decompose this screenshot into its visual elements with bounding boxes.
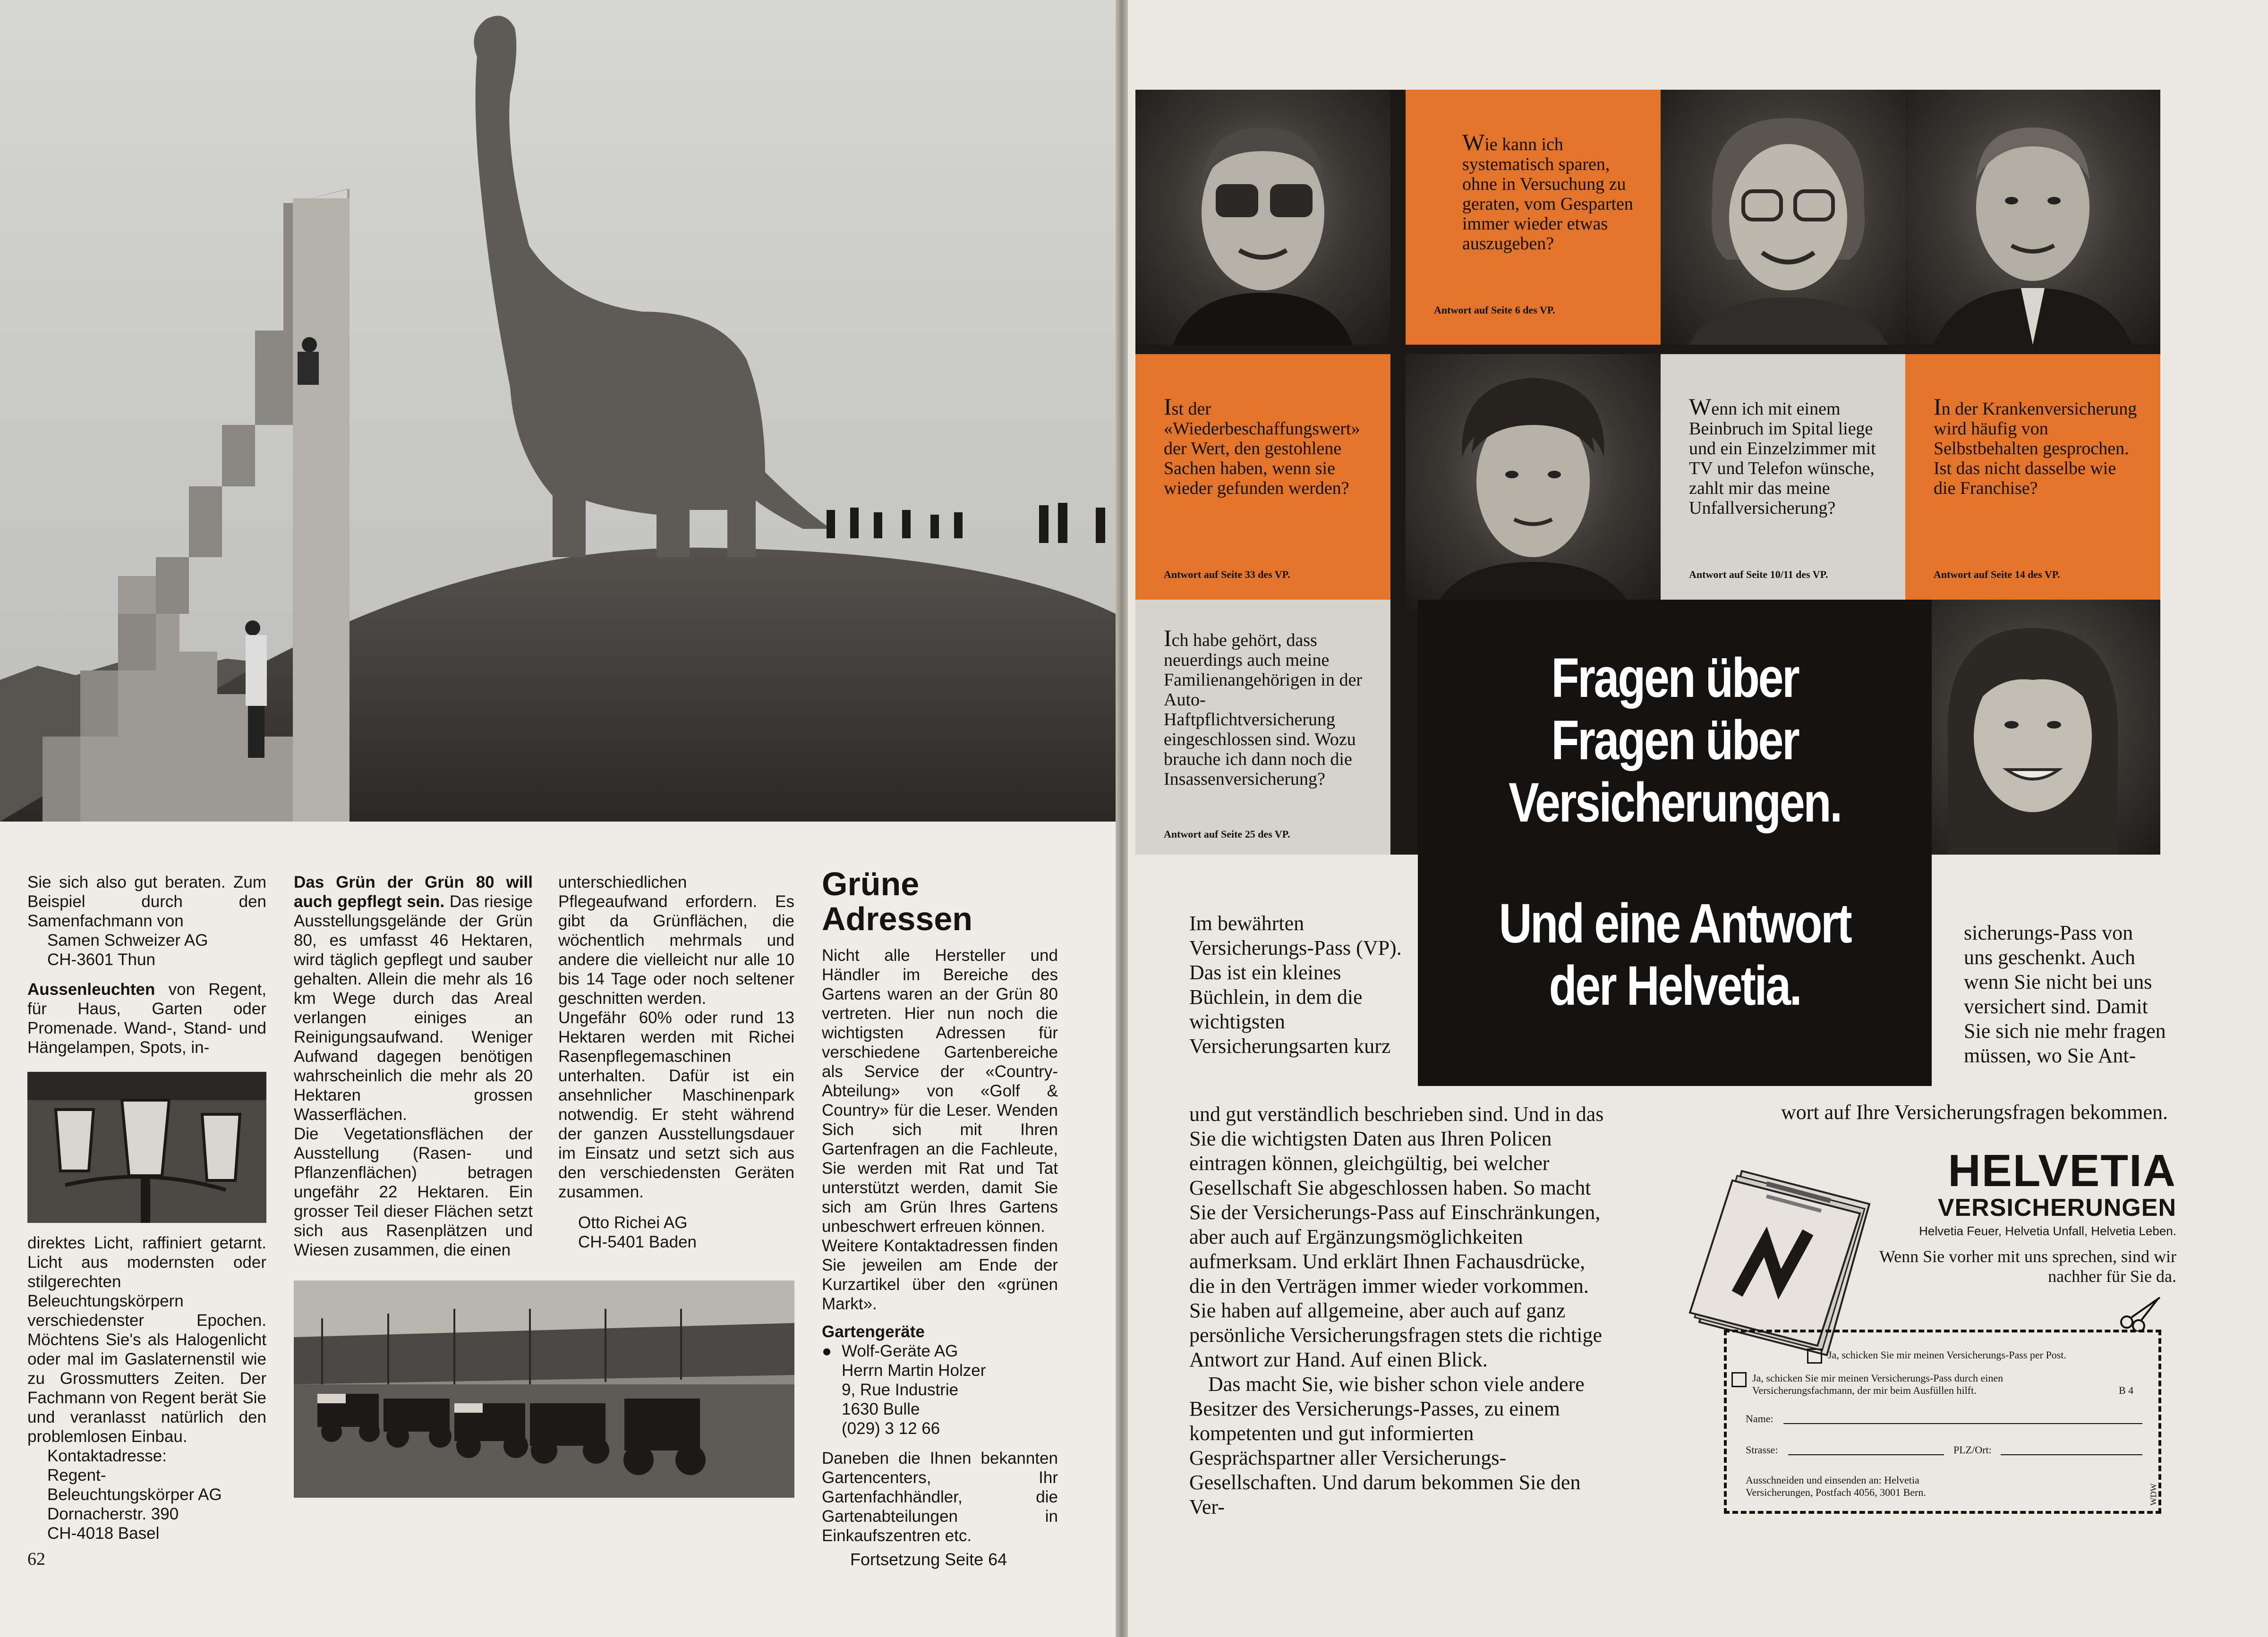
page-number: 62 (27, 1549, 45, 1569)
question-cell (1135, 354, 1390, 609)
coupon-side-code: WDW (2149, 1483, 2158, 1506)
wolf-address: ● Wolf-Geräte AG (822, 1342, 958, 1360)
column-2 (294, 873, 533, 1260)
pflege-paragraph: unterschiedlichen Pflegeaufwand erfordern. Es gibt da Grünflächen, die wöchentlich mehrmals und andere die vielleicht nur alle 10 bis 14 Tage oder noch seltener geschnitten werden. (558, 873, 794, 1008)
question-cell (1406, 90, 1661, 345)
logo-name: HELVETIA (1948, 1145, 2176, 1196)
answer-reference: Antwort auf Seite 6 des VP. (1434, 304, 1555, 316)
address-line: CH-3601 Thun (47, 950, 155, 969)
lamps-photo (27, 1072, 266, 1223)
question-text: Ich habe gehört, dass neuerdings auch meine Familienangehörigen in der Auto-Haftpflichtversicherung eingeschlossen sind. Wozu brauche ich dann noch die Insassenversicherung? (1164, 625, 1362, 789)
portrait-young-woman (1905, 600, 2160, 855)
checkbox[interactable] (1731, 1372, 1747, 1387)
question-cell (1905, 354, 2160, 609)
column-1 (27, 873, 266, 1057)
headline-answer: Und eine Antwort der Helvetia. (1499, 892, 1851, 1017)
vegetation-paragraph: Die Vegetationsflächen der Ausstellung (Rasen- und Pflanzenflächen) betragen ungefähr 22 Hektaren. Ein grosser Teil dieser Flächen setzt sich aus Rasenplätzen und Wiesen zusammen, die einen (294, 1125, 533, 1259)
left-page (0, 0, 1116, 1637)
continuation-note: Fortsetzung Seite 64 (850, 1550, 1007, 1569)
column-3 (558, 873, 794, 1252)
question-text: In der Krankenversicherung wird häufig von Selbstbehalten gesprochen. Ist das nicht dasselbe wie die Franchise? (1934, 393, 2137, 498)
question-text: Ist der «Wiederbeschaffungswert» der Wert, den gestohlene Sachen haben, wenn sie wieder gefunden werden? (1164, 393, 1360, 498)
richei-paragraph: Ungefähr 60% oder rund 13 Hektaren werden mit Richei Rasenpflegemaschinen unterhalten. Dafür ist ein ansehnlicher Maschinenpark notwendig. Er steht während der ganzen Ausstellungsdauer im Einsatz und setzt sich aus den verschiedensten Geräten zusammen. (558, 1009, 794, 1201)
coupon-send-address: Ausschneiden und einsenden an: Helvetia Versicherungen, Postfach 4056, 3001 Bern. (1746, 1474, 1926, 1498)
column-4 (822, 866, 1058, 1545)
question-text: Wie kann ich systematisch sparen, ohne in Versuchung zu geraten, vom Gesparten immer wieder etwas auszugeben? (1462, 129, 1633, 254)
logo-tagline: Helvetia Feuer, Helvetia Unfall, Helvetia Leben. (1919, 1224, 2176, 1238)
gartengeraete-heading: Gartengeräte (822, 1323, 925, 1341)
wolf-address: 1630 Bulle (842, 1400, 920, 1418)
portrait-man-glasses (1135, 90, 1390, 345)
question-cell (1135, 600, 1390, 855)
headline-block (1418, 600, 1932, 1086)
wolf-address: 9, Rue Industrie (842, 1381, 959, 1399)
body-right-end: wort auf Ihre Versicherungsfragen bekommen. (1781, 1101, 2168, 1124)
gruen-text: Das riesige Ausstellungsgelände der Grün 80, es umfasst 46 Hektaren, wird täglich gepflegt und sauber gehalten. Allein die mehr als 16 km Wege durch das Areal verlangen einiges an Reinigungsaufwand. Weniger Aufwand dagegen benötigen wahrscheinlich die mehr als 20 Hektaren grossen Wasserflächen. (294, 892, 533, 1124)
richei-address: CH-5401 Baden (578, 1233, 697, 1251)
coupon-option-post[interactable]: Ja, schicken Sie mir meinen Versicherungs-Pass per Post. (1807, 1349, 2138, 1364)
column-1-cont (27, 1233, 266, 1543)
aussen-continued: direktes Licht, raffiniert getarnt. Licht aus modernsten oder stilgerechten Beleuchtungskörpern verschiedenster Epochen. Möchtens Sie's als Halogenlicht oder mal im Gaslaternenstil wie zu Grossmutters Zeiten. Der Fachmann von Regent berät Sie und veranlasst natürlich den problemlosen Einbau. (27, 1234, 266, 1446)
helvetia-logo (1884, 1147, 2176, 1239)
name-field-label: Name: (1746, 1413, 1773, 1425)
answer-reference: Antwort auf Seite 10/11 des VP. (1689, 568, 1828, 580)
gruen-title: Das Grün der Grün 80 will auch gepflegt sein. (294, 873, 533, 911)
coupon-code: B 4 (2119, 1384, 2134, 1396)
answer-reference: Antwort auf Seite 33 des VP. (1164, 568, 1290, 580)
gruene-adressen-heading: Grüne Adressen (822, 865, 973, 937)
body-main (1189, 1102, 1610, 1519)
gartencenters-paragraph: Daneben die Ihnen bekannten Gartencenters, Ihr Gartenfachhändler, die Gartenabteilungen in Einkaufszentren etc. (822, 1449, 1058, 1545)
body-main-p1: und gut verständlich beschrieben sind. Und in das Sie die wichtigsten Daten aus Ihren Policen eintragen können, gleichgültig, bei welcher Gesellschaft Sie abgeschlossen haben. So macht Sie der Versicherungs-Pass auf Einschränkungen, aber auch auf Ergänzungsmöglichkeiten aufmerksam. Und erklärt Ihnen Fachausdrücke, die in den Verträgen immer wieder vorkommen. Sie haben auf allgemeine, aber auch auf ganz persönliche Versicherungsfragen stets die richtige Antwort zur Hand. Auf einen Blick. (1189, 1103, 1604, 1371)
contact-line: Beleuchtungskörper AG (47, 1485, 222, 1504)
wolf-address: (029) 3 12 66 (842, 1419, 940, 1438)
page-gutter (1116, 0, 1128, 1637)
gruen-paragraph (294, 873, 533, 1124)
contact-line: CH-4018 Basel (47, 1524, 160, 1543)
plz-field[interactable] (2001, 1454, 2142, 1455)
portrait-young-man (1406, 354, 1661, 609)
plz-field-label: PLZ/Ort: (1953, 1444, 1992, 1456)
aussen-paragraph (27, 980, 266, 1057)
scissors-icon (2120, 1294, 2162, 1332)
wolf-address: Herrn Martin Holzer (842, 1361, 986, 1380)
aussen-text: von Regent, für Haus, Garten oder Promenade. Wand-, Stand- und Hängelampen, Spots, in- (27, 980, 266, 1057)
answer-reference: Antwort auf Seite 25 des VP. (1164, 828, 1290, 840)
answer-reference: Antwort auf Seite 14 des VP. (1934, 568, 2060, 580)
richei-address: Otto Richei AG (578, 1213, 688, 1232)
body-main-p2: Das macht Sie, wie bisher schon viele andere Besitzer des Versicherungs-Passes, zu einem kompetenten und gut informierten Gesprächspartner aller Versicherungs-Gesellschaften. Und darum bekommen Sie den Ver- (1189, 1373, 1585, 1518)
address-line: Samen Schweizer AG (47, 931, 208, 950)
logo-note: Wenn Sie vorher mit uns sprechen, sind wir nachher für Sie da. (1879, 1247, 2176, 1286)
question-text: Wenn ich mit einem Beinbruch im Spital liege und ein Einzelzimmer mit TV und Telefon wünsche, zahlt mir das meine Unfallversicherung? (1689, 393, 1876, 518)
portrait-older-woman (1661, 90, 1916, 345)
order-coupon (1724, 1330, 2161, 1514)
kontakt-paragraph: Weitere Kontaktadressen finden Sie jeweilen am Ende der Kurzartikel über den «grünen Markt». (822, 1237, 1058, 1313)
question-cell (1661, 354, 1916, 609)
right-page (1128, 0, 2268, 1637)
aussen-title: Aussenleuchten (27, 980, 155, 999)
coupon-option-agent[interactable]: Ja, schicken Sie mir meinen Versicherungs-Pass durch einen Versicherungsfachmann, der mir beim Ausfüllen hilft. (1731, 1372, 2147, 1397)
body-left: Im bewährten Versicherungs-Pass (VP). Das ist ein kleines Büchlein, in dem die wichtigsten Versicherungsarten kurz (1189, 912, 1402, 1058)
adressen-paragraph: Nicht alle Hersteller und Händler im Bereiche des Gartens waren an der Grün 80 vertreten. Hier nun noch die wichtigsten Adressen für verschiedene Gartenbereiche als Service der «Country-Abteilung» von «Golf & Country» für die Leser. Wenden Sich sich mit Ihren Gartenfragen an die Fachleute, Sie werden mit Rat und Tat unterstützt werden, damit Sie sich am Grün Ihres Gartens unbeschwert erfreuen können. (822, 946, 1058, 1236)
portrait-man-suit (1905, 90, 2160, 345)
name-field[interactable] (1783, 1423, 2142, 1424)
dinosaur-photo (0, 0, 1116, 822)
checkbox[interactable] (1807, 1349, 1822, 1364)
street-field[interactable] (1788, 1454, 1944, 1455)
logo-subname: VERSICHERUNGEN (1937, 1194, 2176, 1221)
contact-line: Dornacherstr. 390 (47, 1505, 179, 1523)
contact-line: Kontaktadresse: (47, 1447, 167, 1465)
headline-questions: Fragen über Fragen über Versicherungen. (1509, 647, 1841, 834)
bullet-icon: ● (822, 1342, 832, 1360)
intro-text: Sie sich also gut beraten. Zum Beispiel durch den Samenfachmann von (27, 873, 266, 930)
body-right: sicherungs-Pass von uns geschenkt. Auch wenn Sie nicht bei uns versichert sind. Damit Sie sich nie mehr fragen müssen, wo Sie Ant- (1964, 921, 2166, 1067)
street-field-label: Strasse: (1746, 1444, 1778, 1456)
contact-line: Regent- (47, 1466, 106, 1484)
mowers-photo (294, 1281, 794, 1498)
